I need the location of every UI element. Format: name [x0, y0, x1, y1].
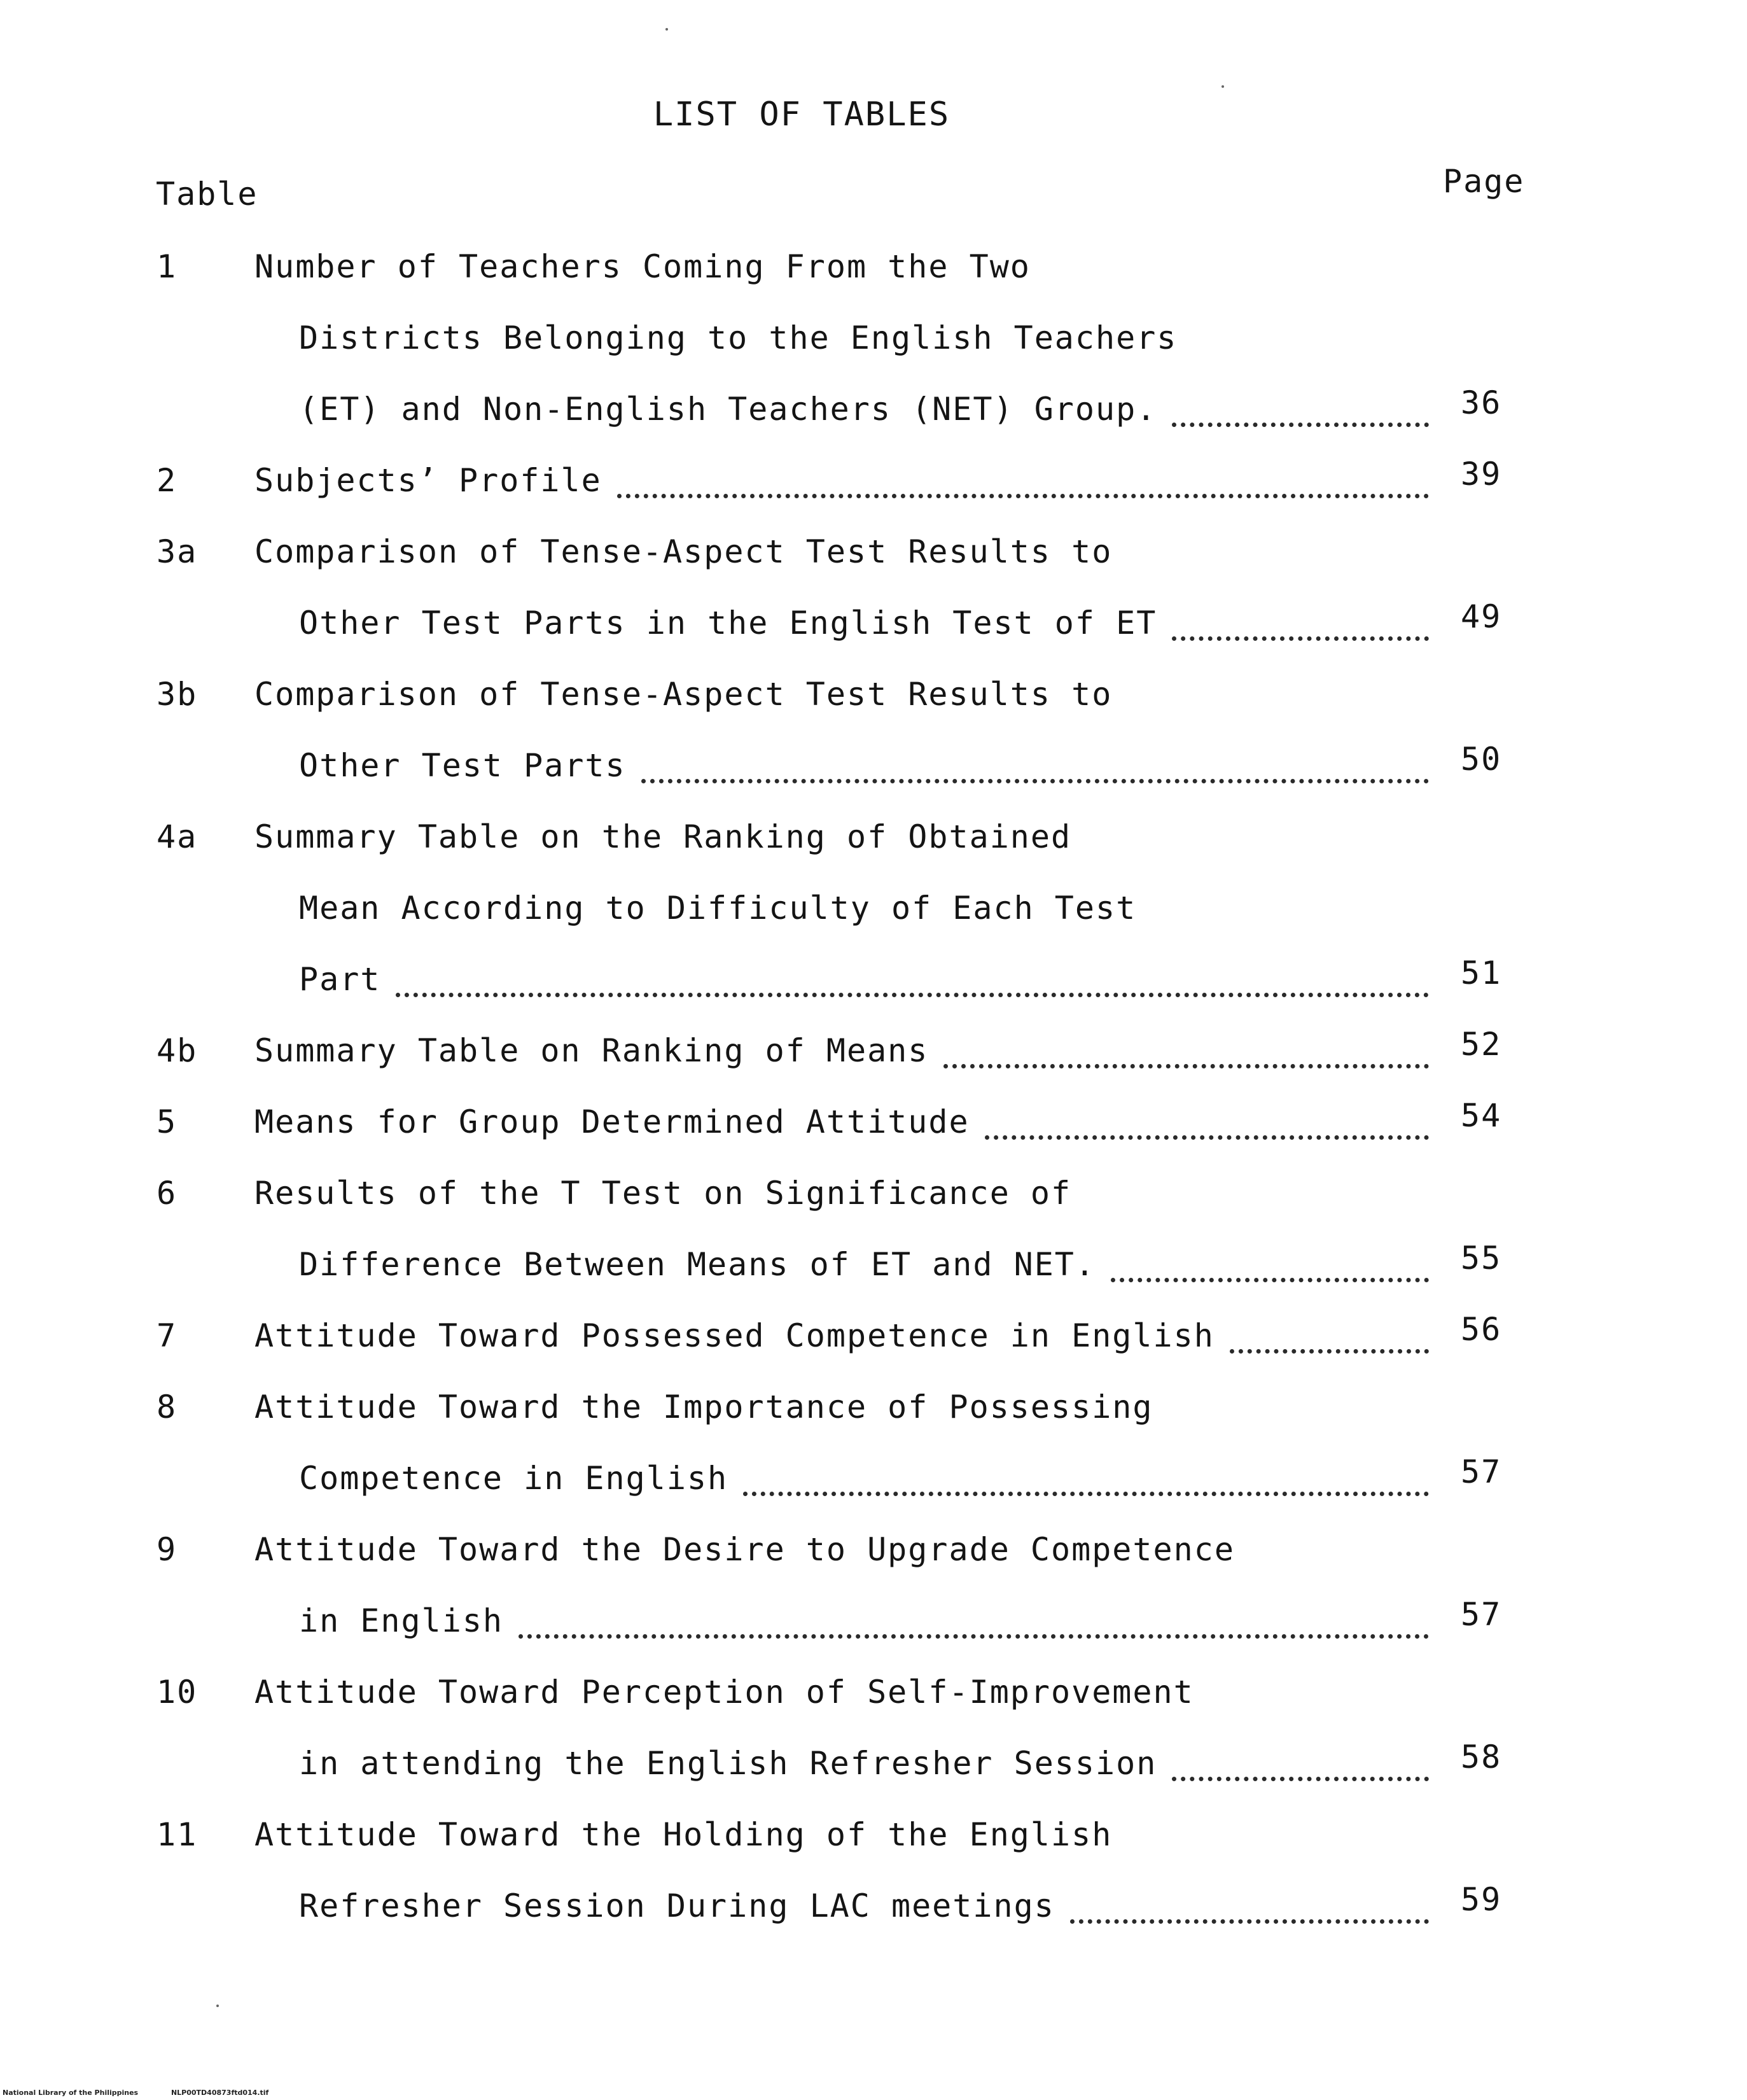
toc-entry-line [0, 1733, 1747, 1805]
toc-entry-line [0, 1163, 1747, 1235]
table-caption-text: Other Test Parts [299, 747, 626, 784]
dot-leader [641, 741, 1429, 783]
toc-entry-line [0, 1448, 1747, 1520]
table-number: 9 [157, 1531, 177, 1568]
dot-leader [617, 456, 1429, 498]
table-caption-text: Means for Group Determined Attitude [254, 1103, 970, 1140]
table-caption-text: in attending the English Refresher Session [299, 1745, 1157, 1782]
toc-entry [0, 1520, 1747, 1662]
table-caption-text: Part [299, 961, 381, 998]
table-number: 3a [157, 533, 198, 570]
toc-entry-line [0, 878, 1747, 949]
page-number: 57 [1461, 1453, 1502, 1490]
toc-entry-line [0, 1021, 1747, 1092]
toc-entry [0, 1377, 1747, 1520]
toc-entry-line [0, 1235, 1747, 1306]
toc-entry [0, 1805, 1747, 1947]
table-column-header: Table [156, 176, 258, 213]
page-number: 50 [1461, 741, 1502, 778]
page-number: 57 [1461, 1596, 1502, 1633]
table-number: 4a [157, 818, 198, 855]
toc-entry-line [0, 1805, 1747, 1876]
scan-speck [216, 2005, 219, 2007]
page-number: 59 [1461, 1881, 1502, 1918]
toc-entry-line [0, 237, 1747, 308]
toc-entry-line [0, 1591, 1747, 1662]
dot-leader [519, 1596, 1429, 1639]
table-number: 3b [157, 676, 198, 713]
toc-entry [0, 237, 1747, 451]
table-caption-text: Summary Table on Ranking of Means [254, 1032, 929, 1069]
table-caption-text: (ET) and Non-English Teachers (NET) Group. [299, 391, 1157, 428]
toc-entry [0, 1092, 1747, 1163]
dot-leader [943, 1026, 1429, 1068]
page-number: 51 [1461, 955, 1502, 991]
dot-leader [1172, 598, 1429, 641]
table-caption-text: Attitude Toward Perception of Self-Improvement [254, 1674, 1194, 1711]
dot-leader [743, 1453, 1429, 1496]
toc-entry-line [0, 1377, 1747, 1448]
dot-leader [1070, 1881, 1429, 1924]
dot-leader [396, 955, 1429, 997]
dot-leader [1111, 1240, 1429, 1282]
toc-entry-line [0, 522, 1747, 593]
toc-entry-line [0, 451, 1747, 522]
toc-entry [0, 807, 1747, 1021]
toc-entry [0, 664, 1747, 807]
table-caption-text: Comparison of Tense-Aspect Test Results to [254, 676, 1113, 713]
toc-entry-line [0, 1092, 1747, 1163]
table-caption-text: Attitude Toward the Holding of the English [254, 1816, 1113, 1853]
page-number: 54 [1461, 1097, 1502, 1134]
table-of-contents-list [0, 237, 1747, 1947]
toc-entry-line [0, 308, 1747, 379]
toc-entry-line [0, 379, 1747, 451]
footer-file-ref: NLP00TD40873ftd014.tif [171, 2089, 269, 2097]
table-caption-text: Attitude Toward the Importance of Possessing [254, 1389, 1153, 1425]
table-caption-text: Results of the T Test on Significance of [254, 1175, 1072, 1212]
table-number: 1 [157, 248, 177, 285]
page-number: 39 [1461, 456, 1502, 493]
page-number: 55 [1461, 1240, 1502, 1277]
table-caption-text: in English [299, 1602, 504, 1639]
page-number: 56 [1461, 1311, 1502, 1348]
footer-library: National Library of the Philippines [3, 2089, 139, 2097]
toc-entry-line [0, 664, 1747, 736]
table-number: 7 [157, 1317, 177, 1354]
table-number: 2 [157, 462, 177, 499]
table-number: 8 [157, 1389, 177, 1425]
table-caption-text: Subjects’ Profile [254, 462, 602, 499]
toc-entry-line [0, 1876, 1747, 1947]
table-caption-text: Comparison of Tense-Aspect Test Results to [254, 533, 1113, 570]
table-number: 11 [157, 1816, 198, 1853]
table-number: 10 [157, 1674, 198, 1711]
table-number: 4b [157, 1032, 198, 1069]
page-number: 36 [1461, 384, 1502, 421]
page-column-header: Page [1443, 163, 1525, 200]
toc-entry-line [0, 1306, 1747, 1377]
dot-leader [1172, 1739, 1429, 1781]
table-caption-text: Refresher Session During LAC meetings [299, 1887, 1055, 1924]
table-caption-text: Attitude Toward the Desire to Upgrade Competence [254, 1531, 1235, 1568]
table-caption-text: Number of Teachers Coming From the Two [254, 248, 1031, 285]
scan-speck [1222, 85, 1224, 88]
toc-entry-line [0, 1662, 1747, 1733]
toc-entry-line [0, 593, 1747, 664]
page-title: LIST OF TABLES [653, 95, 950, 134]
dot-leader [1172, 384, 1429, 427]
toc-entry [0, 1021, 1747, 1092]
table-caption-text: Competence in English [299, 1460, 728, 1497]
scan-speck [665, 28, 668, 31]
toc-entry-line [0, 807, 1747, 878]
table-caption-text: Mean According to Difficulty of Each Test [299, 890, 1137, 927]
table-caption-text: Difference Between Means of ET and NET. [299, 1246, 1096, 1283]
table-caption-text: Districts Belonging to the English Teachers [299, 319, 1178, 356]
toc-entry-line [0, 949, 1747, 1021]
toc-entry-line [0, 736, 1747, 807]
dot-leader [1230, 1311, 1429, 1354]
table-number: 5 [157, 1103, 177, 1140]
table-number: 6 [157, 1175, 177, 1212]
toc-entry [0, 522, 1747, 664]
table-caption-text: Attitude Toward Possessed Competence in English [254, 1317, 1215, 1354]
table-caption-text: Other Test Parts in the English Test of ET [299, 605, 1157, 641]
toc-entry [0, 1163, 1747, 1306]
dot-leader [985, 1097, 1429, 1140]
page-number: 58 [1461, 1739, 1502, 1775]
page-number: 52 [1461, 1026, 1502, 1063]
scan-footer [3, 2089, 268, 2097]
toc-entry [0, 451, 1747, 522]
toc-entry [0, 1306, 1747, 1377]
table-caption-text: Summary Table on the Ranking of Obtained [254, 818, 1072, 855]
page-number: 49 [1461, 598, 1502, 635]
toc-entry [0, 1662, 1747, 1805]
toc-entry-line [0, 1520, 1747, 1591]
